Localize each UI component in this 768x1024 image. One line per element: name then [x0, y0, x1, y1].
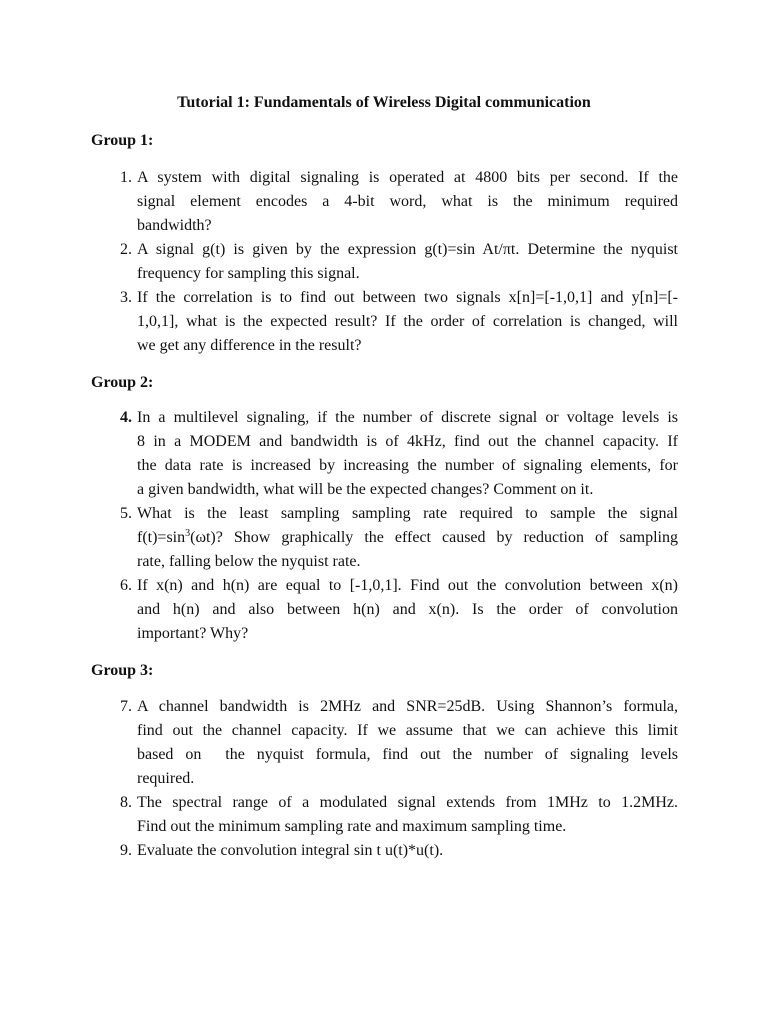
text-line: In a multilevel signaling, if the number of discrete signal or voltage levels is — [137, 409, 678, 426]
text-line: 8 in a MODEM and bandwidth is of 4kHz, find out the channel capacity. If — [137, 433, 678, 450]
question-text — [137, 286, 678, 358]
text-segment: (ωt)? Show graphically the effect caused by reduction of sampling — [190, 529, 678, 546]
question-number: 9. — [120, 842, 132, 859]
text-line: and h(n) and also between h(n) and x(n). Is the order of convolution — [137, 601, 678, 618]
question-text — [137, 166, 678, 238]
text-line: A system with digital signaling is operated at 4800 bits per second. If the — [137, 169, 678, 186]
question-number: 8. — [120, 794, 132, 811]
question-text — [137, 574, 678, 646]
text-line: the data rate is increased by increasing the number of signaling elements, for — [137, 457, 678, 474]
question-number: 1. — [120, 169, 132, 186]
text-line: required. — [137, 770, 195, 787]
text-line: based on the nyquist formula, find out the number of signaling levels — [137, 746, 678, 763]
question-text — [137, 695, 678, 791]
superscript-exponent: 3 — [185, 528, 191, 539]
question-number: 2. — [120, 241, 132, 258]
text-line: What is the least sampling sampling rate required to sample the signal — [137, 505, 678, 522]
text-line-with-superscript — [137, 526, 678, 550]
question-number: 4. — [120, 409, 132, 426]
text-line: A channel bandwidth is 2MHz and SNR=25dB. Using Shannon’s formula, — [137, 698, 678, 715]
question-text — [137, 238, 678, 286]
text-line: signal element encodes a 4-bit word, what is the minimum required — [137, 193, 678, 210]
text-line: The spectral range of a modulated signal extends from 1MHz to 1.2MHz. — [137, 794, 678, 811]
document-title: Tutorial 1: Fundamentals of Wireless Digital communication — [177, 94, 591, 111]
question-number: 3. — [120, 289, 132, 306]
text-line: frequency for sampling this signal. — [137, 265, 360, 282]
group-2-heading: Group 2: — [91, 374, 154, 391]
text-line: we get any difference in the result? — [137, 337, 362, 354]
text-line: a given bandwidth, what will be the expected changes? Comment on it. — [137, 481, 594, 498]
formula-text: f(t)=sin — [137, 529, 186, 546]
question-number: 7. — [120, 698, 132, 715]
question-text — [137, 839, 678, 863]
text-line: If x(n) and h(n) are equal to [-1,0,1]. Find out the convolution between x(n) — [137, 577, 678, 594]
text-line: rate, falling below the nyquist rate. — [137, 553, 361, 570]
text-line: A signal g(t) is given by the expression g(t)=sin At/πt. Determine the nyquist — [137, 241, 678, 258]
text-line: important? Why? — [137, 625, 249, 642]
group-3-heading: Group 3: — [91, 662, 154, 679]
text-line: bandwidth? — [137, 217, 212, 234]
group-1-heading: Group 1: — [91, 132, 154, 149]
text-line: Find out the minimum sampling rate and maximum sampling time. — [137, 818, 567, 835]
question-text — [137, 791, 678, 839]
question-text — [137, 502, 678, 574]
text-line: find out the channel capacity. If we assume that we can achieve this limit — [137, 722, 678, 739]
text-line: 1,0,1], what is the expected result? If the order of correlation is changed, will — [137, 313, 678, 330]
text-line: If the correlation is to find out between two signals x[n]=[-1,0,1] and y[n]=[- — [137, 289, 678, 306]
question-number: 6. — [120, 577, 132, 594]
question-number: 5. — [120, 505, 132, 522]
question-text — [137, 406, 678, 502]
text-line: Evaluate the convolution integral sin t u(t)*u(t). — [137, 842, 444, 859]
